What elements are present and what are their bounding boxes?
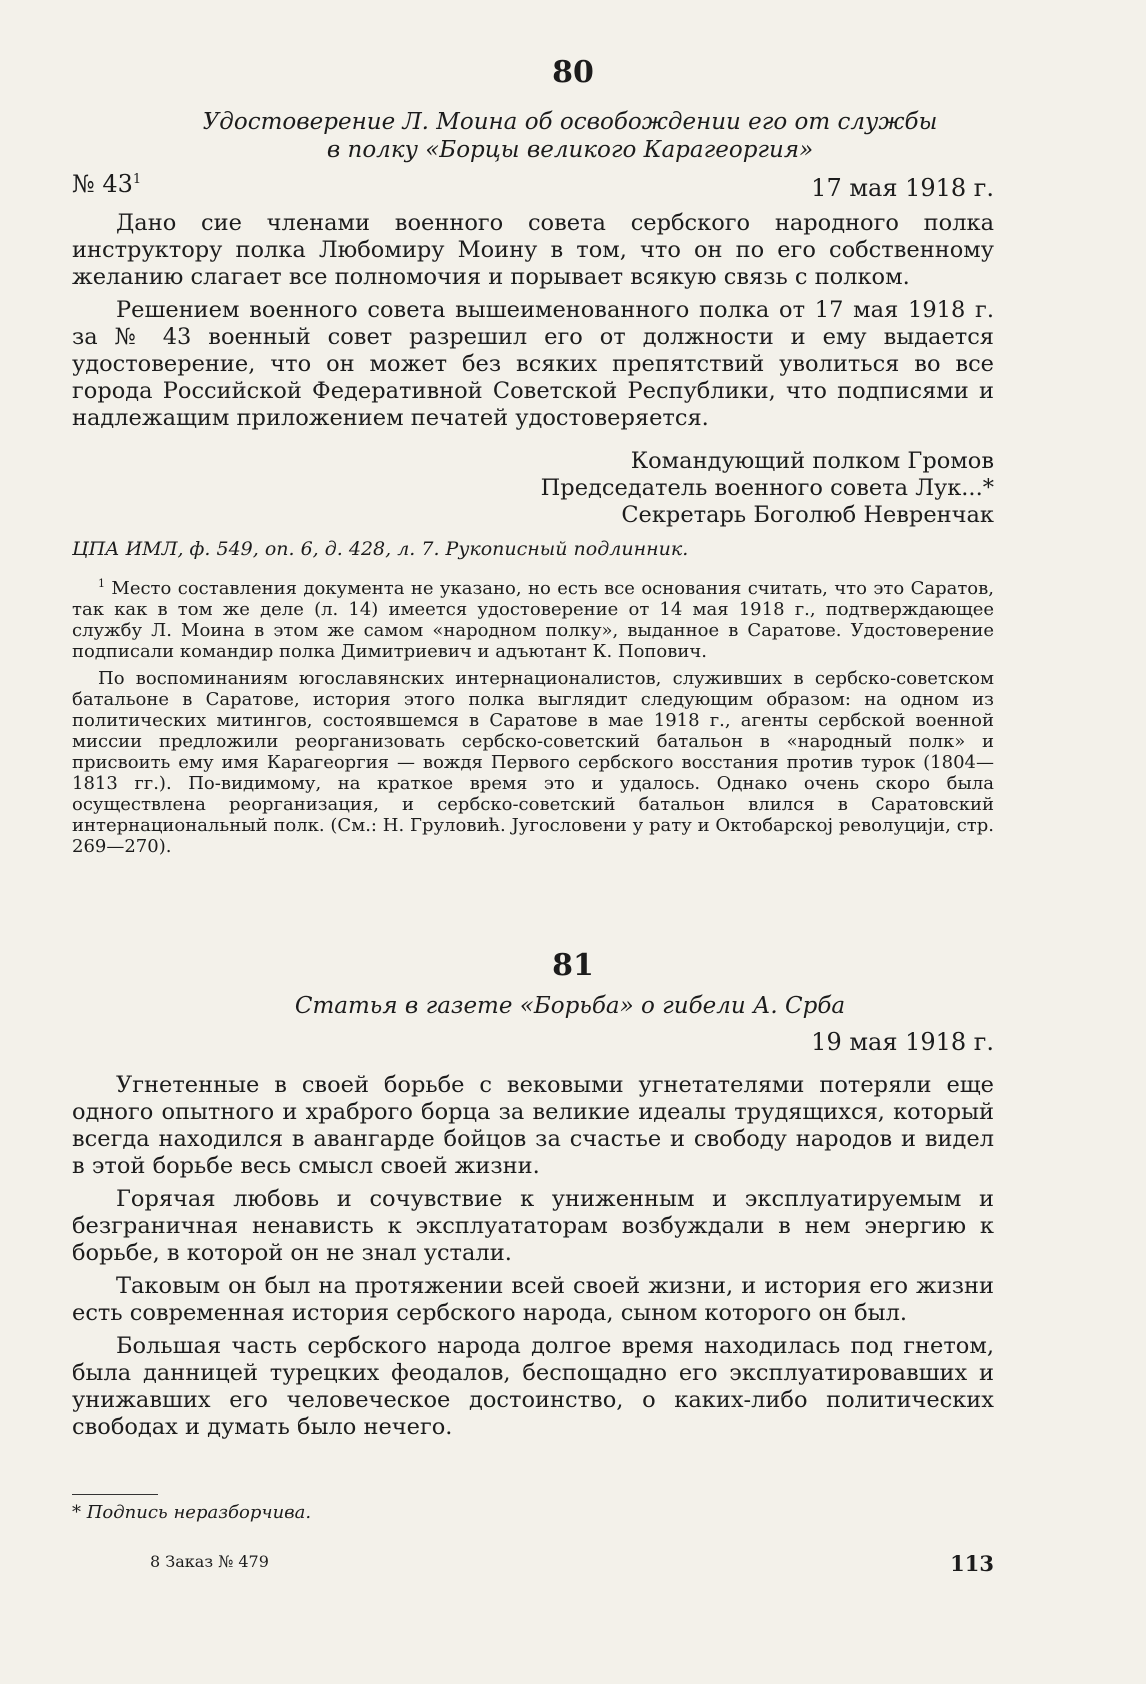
document-body [72, 210, 994, 438]
paragraph: Горячая любовь и сочувствие к униженным и эксплуатируемым и безграничная ненависть к эксплуататорам возбуждали в нем энергию к борьбе, в которой он не знал устали. [72, 1186, 994, 1266]
note-marker: 1 [98, 577, 105, 590]
registration-line [72, 170, 994, 200]
signature-line: Командующий полком Громов [630, 448, 994, 474]
document-number: 80 [552, 55, 594, 90]
paragraph: Решением военного совета вышеименованного полка от 17 мая 1918 г. за № 43 военный совет разрешил его от должности и ему выдается удостоверение, что он может без всяких препятствий уволиться во все города Российской Федеративной Советской Республики, что подписями и надлежащим приложением печатей удостоверяется. [72, 297, 994, 431]
footnote-divider [72, 1494, 158, 1495]
document-date: 19 мая 1918 г. [811, 1028, 994, 1056]
document-body [72, 1072, 994, 1447]
footnote: * Подпись неразборчива. [72, 1502, 312, 1523]
note-paragraph: $^1$ Место составления документа не указано, но есть все основания считать, что это Саратов, так как в том же деле (л. 14) имеется удостоверение от 14 мая 1918 г., подтверждающее службу Л. Моина в этом же самом «народном полку», выданное в Саратове. Удостоверение подписали командир полка Димитриевич и адъютант К. Попович. [72, 577, 994, 662]
document-title [130, 108, 1010, 164]
paragraph: Большая часть сербского народа долгое время находилась под гнетом, была данницей турецких феодалов, беспощадно его эксплуатировавших и унижавших его человеческое достоинство, о каких-либо политических свободах и думать было нечего. [72, 1333, 994, 1440]
document-number: 81 [552, 948, 594, 983]
signature-line: Председатель военного совета Лук...* [540, 475, 994, 501]
document-title-line: Удостоверение Л. Моина об освобождении его от службы [202, 109, 938, 135]
printer-signature-mark: 8 Заказ № 479 [150, 1552, 269, 1571]
paragraph: Дано сие членами военного совета сербского народного полка инструктору полка Любомиру Моину в том, что он по его собственному желанию слагает все полномочия и порывает всякую связь с полком. [72, 210, 994, 290]
page-number: 113 [950, 1551, 994, 1576]
document-title: Статья в газете «Борьба» о гибели А. Срба [294, 993, 846, 1019]
archive-source: ЦПА ИМЛ, ф. 549, оп. 6, д. 428, л. 7. Рукописный подлинник. [72, 538, 689, 560]
footnote-ref: 1 [132, 172, 142, 187]
paragraph: Таковым он был на протяжении всей своей жизни, и история его жизни есть современная история сербского народа, сыном которого он был. [72, 1273, 994, 1326]
editorial-notes [72, 573, 994, 863]
signature-line: Секретарь Боголюб Невренчак [621, 502, 994, 528]
note-paragraph: По воспоминаниям югославянских интернационалистов, служивших в сербско-советском батальоне в Саратове, история этого полка выглядит следующим образом: на одном из политических митингов, состоявшемся в Саратове в мае 1918 г., агенты сербской военной миссии предложили реорганизовать сербско-советский батальон в «народный полк» и присвоить ему имя Карагеоргия — вождя Первого сербского восстания против турок (1804—1813 гг.). По-видимому, на краткое время это и удалось. Однако очень скоро была осуществлена реорганизация, и сербско-советский батальон влился в Саратовский интернациональный полк. (См.: Н. Груловић. Југословени у рату и Октобарској револуцији, стр. 269—270). [72, 668, 994, 857]
document-date: 17 мая 1918 г. [811, 174, 994, 202]
registration-number: № $43^1$ [72, 170, 142, 198]
document-title-line: в полку «Борцы великого Карагеоргия» [326, 137, 814, 163]
paragraph: Угнетенные в своей борьбе с вековыми угнетателями потеряли еще одного опытного и храброго борца за великие идеалы трудящихся, который всегда находился в авангарде бойцов за счастье и свободу народов и видел в этой борьбе весь смысл своей жизни. [72, 1072, 994, 1179]
signature-block [72, 448, 994, 529]
